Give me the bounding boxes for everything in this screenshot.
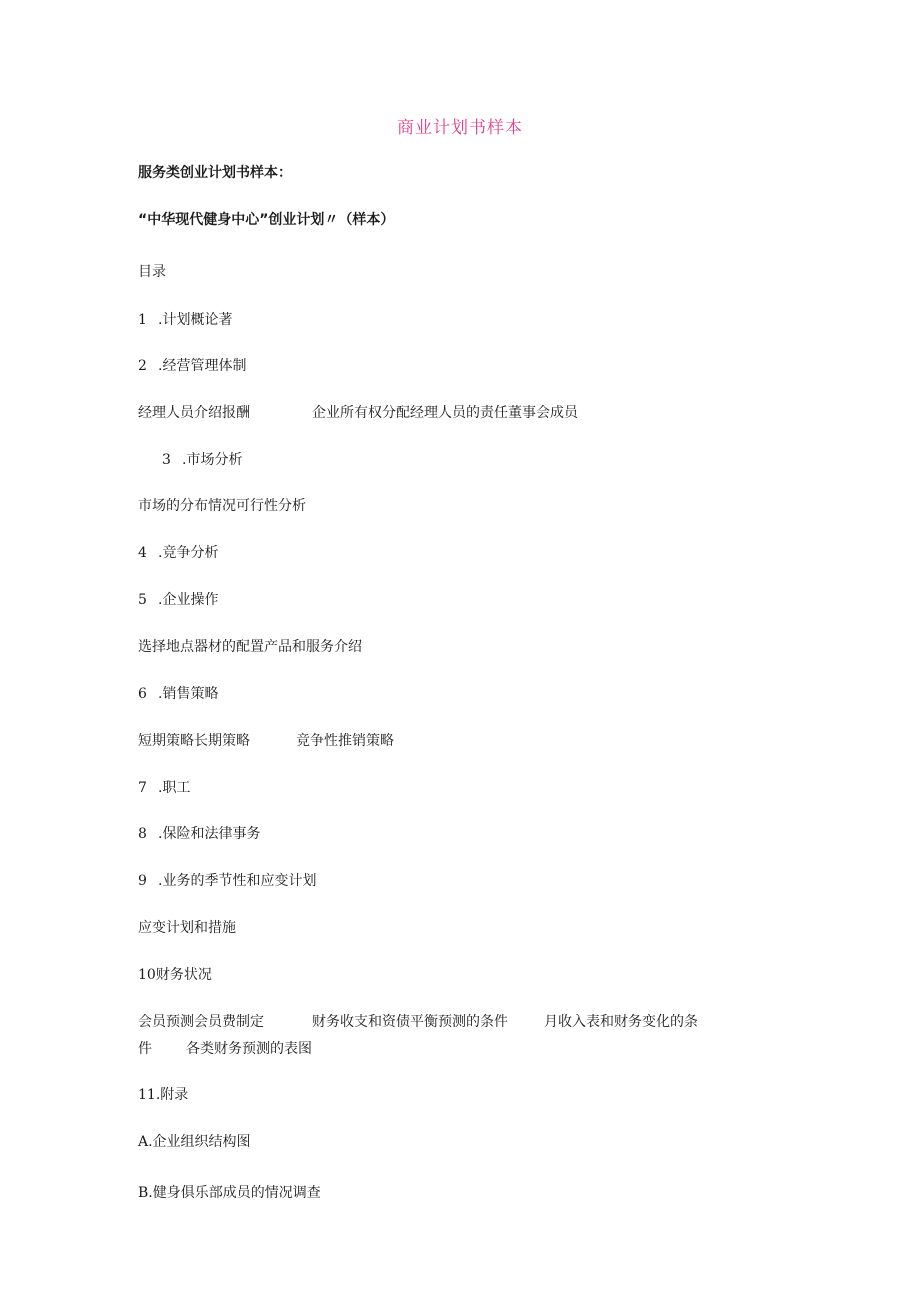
toc-item-text: .计划概论著 — [158, 312, 233, 328]
toc-sub-9: 应变计划和措施 — [138, 920, 236, 936]
toc-sub-text: 经理人员介绍报酬 — [138, 405, 250, 421]
toc-item-7 — [138, 778, 190, 798]
toc-sub-2 — [138, 403, 578, 423]
document-title: 商业计划书样本 — [397, 118, 523, 138]
toc-sub-text: 件 — [138, 1041, 152, 1057]
toc-item-9 — [138, 871, 316, 891]
toc-item-6 — [138, 684, 218, 704]
toc-sub-text: 会员预测会员费制定 — [138, 1014, 264, 1030]
toc-item-1 — [138, 310, 232, 330]
toc-sub-3: 市场的分布情况可行性分析 — [138, 498, 306, 514]
toc-item-text: .企业操作 — [158, 592, 219, 608]
toc-item-number: 1 — [138, 312, 147, 328]
toc-item-number: 4 — [138, 545, 147, 561]
toc-item-5 — [138, 590, 218, 610]
toc-item-number: 2 — [138, 358, 147, 374]
toc-item-text: .业务的季节性和应变计划 — [158, 873, 317, 889]
toc-item-number: 8 — [138, 826, 147, 842]
toc-item-text: .职工 — [158, 780, 191, 796]
toc-item-2 — [138, 356, 246, 376]
toc-sub-text: 企业所有权分配经理人员的责任董事会成员 — [312, 405, 578, 421]
toc-sub-text: 短期策略长期策略 — [138, 733, 250, 749]
toc-sub-10-line1 — [138, 1012, 698, 1032]
toc-item-number: 5 — [138, 592, 147, 608]
toc-item-text: .保险和法律事务 — [158, 826, 261, 842]
toc-sub-text: 竞争性推销策略 — [296, 733, 394, 749]
toc-sub-text: 月收入表和财务变化的条 — [544, 1014, 698, 1030]
toc-item-text: .经营管理体制 — [158, 358, 247, 374]
toc-item-number: 9 — [138, 873, 147, 889]
toc-item-10: 10财务状况 — [138, 967, 212, 983]
toc-item-text: .销售策略 — [158, 686, 219, 702]
toc-sub-10-line2 — [138, 1039, 312, 1059]
toc-sub-text: 各类财务预测的表图 — [186, 1041, 312, 1057]
toc-item-text: .市场分析 — [182, 452, 243, 468]
toc-item-4 — [138, 543, 218, 563]
toc-sub-text: 财务收支和资债平衡预测的条件 — [312, 1014, 508, 1030]
toc-item-11: 11.附录 — [138, 1087, 189, 1103]
toc-item-number: 7 — [138, 780, 147, 796]
toc-item-number: 3 — [162, 452, 171, 468]
toc-item-3 — [162, 450, 242, 470]
toc-sub-5: 选择地点器材的配置产品和服务介绍 — [138, 639, 362, 655]
toc-item-text: .竞争分析 — [158, 545, 219, 561]
toc-label: 目录 — [138, 264, 166, 280]
toc-item-number: 6 — [138, 686, 147, 702]
heading-service-plan: 服务类创业计划书样本： — [138, 165, 292, 181]
appendix-a: A.企业组织结构图 — [138, 1134, 251, 1150]
toc-item-8 — [138, 824, 260, 844]
appendix-b: B.健身俱乐部成员的情况调查 — [138, 1185, 321, 1201]
toc-sub-6 — [138, 731, 394, 751]
heading-fitness-center-plan: “中华现代健身中心”创业计划〃（样本） — [138, 212, 395, 228]
